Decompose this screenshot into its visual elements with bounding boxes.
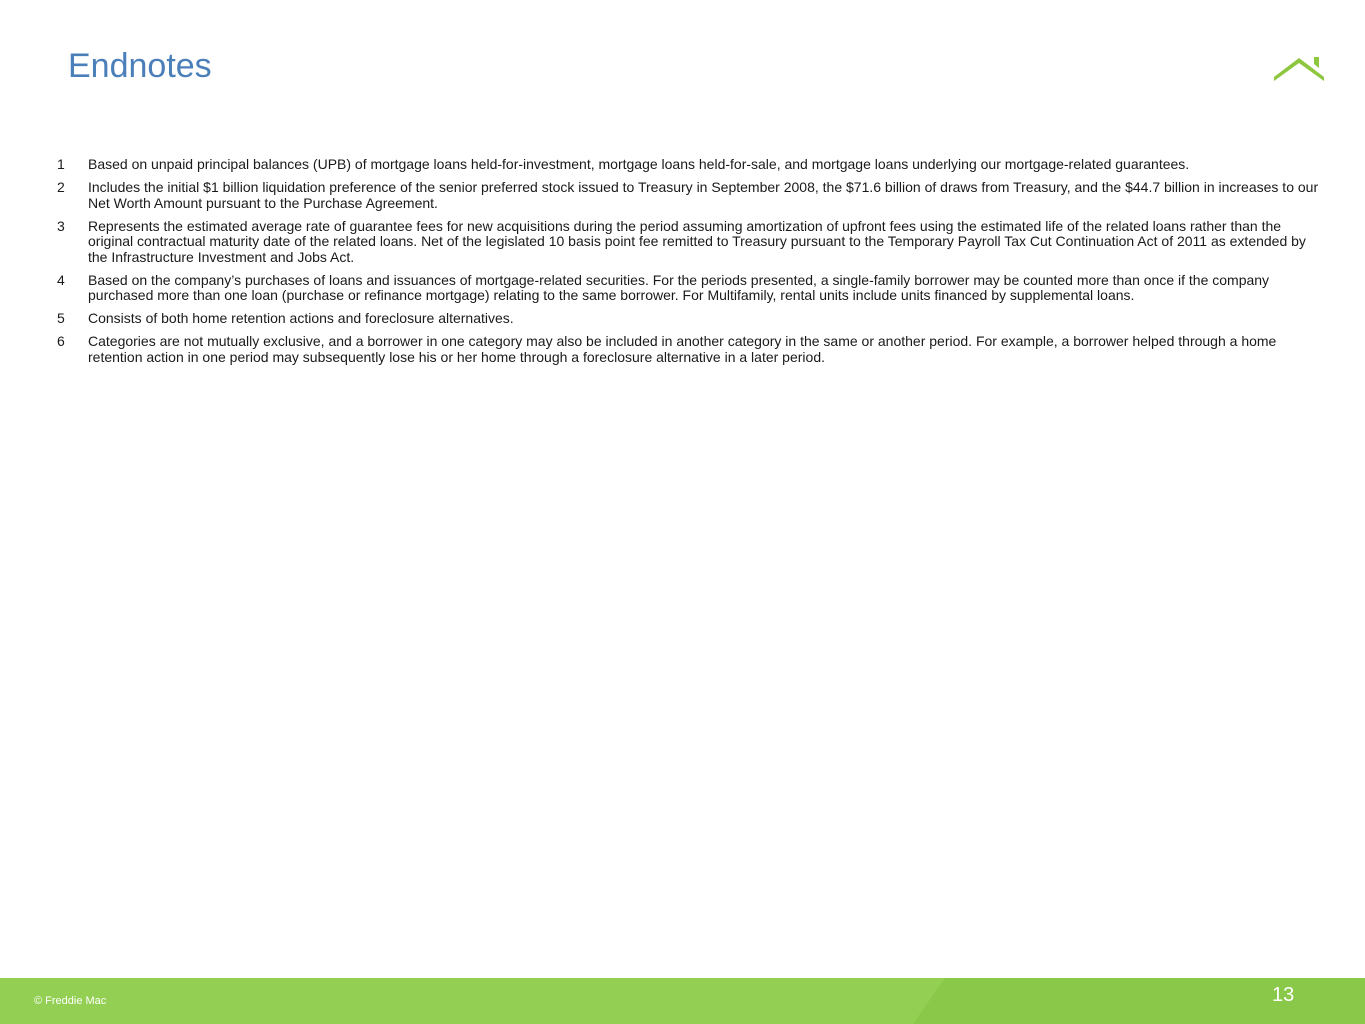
endnote-number: 1 (57, 156, 65, 172)
footer-bar (0, 978, 1365, 1024)
endnote-item (56, 157, 1326, 173)
page-title: Endnotes (68, 47, 212, 85)
endnote-number: 6 (57, 333, 65, 349)
endnote-number: 4 (57, 271, 65, 288)
endnote-text: Based on unpaid principal balances (UPB) of mortgage loans held-for-investment, mortgage loans held-for-sale, and mortgage loans underlying our mortgage-related guarantees. (88, 156, 1190, 172)
endnote-text: Categories are not mutually exclusive, and a borrower in one category may also be included in another category in the same or another period. For example, a borrower helped through a home retention action in one period may subsequently lose his or her home through a foreclosure alternative in a later period. (88, 333, 1277, 365)
endnote-text: Consists of both home retention actions and foreclosure alternatives. (88, 310, 514, 326)
endnote-text: Based on the company’s purchases of loans and issuances of mortgage-related securities. For the periods presented, a single-family borrower may be counted more than once if the company purchased more than one loan (purchase or refinance mortgage) relating to the same borrower. For Multifamily, rental units include units financed by supplemental loans. (88, 271, 1270, 303)
endnote-number: 2 (57, 179, 65, 195)
endnote-text: Includes the initial $1 billion liquidation preference of the senior preferred stock issued to Treasury in September 2008, the $71.6 billion of draws from Treasury, and the $44.7 billion in increases to our Net Worth Amount pursuant to the Purchase Agreement. (88, 179, 1319, 211)
endnote-number: 3 (57, 217, 65, 234)
endnote-item (56, 180, 1326, 211)
endnote-item (56, 334, 1326, 365)
endnote-text: Represents the estimated average rate of guarantee fees for new acquisitions during the period assuming amortization of upfront fees using the estimated life of the related loans rather than the original contractual maturity date of the related loans. Net of the legislated 10 basis point fee remitted to Treasury pursuant to the Temporary Payroll Tax Cut Continuation Act of 2011 as extended by the Infrastructure Investment and Jobs Act. (88, 217, 1306, 265)
endnotes-list (56, 157, 1326, 373)
endnote-item (56, 219, 1326, 266)
copyright-text: © Freddie Mac (34, 995, 107, 1007)
endnote-item (56, 273, 1326, 304)
house-roof-icon (1272, 52, 1326, 86)
page-number: 13 (1272, 984, 1295, 1006)
endnote-number: 5 (57, 310, 65, 326)
endnote-item (56, 311, 1326, 327)
